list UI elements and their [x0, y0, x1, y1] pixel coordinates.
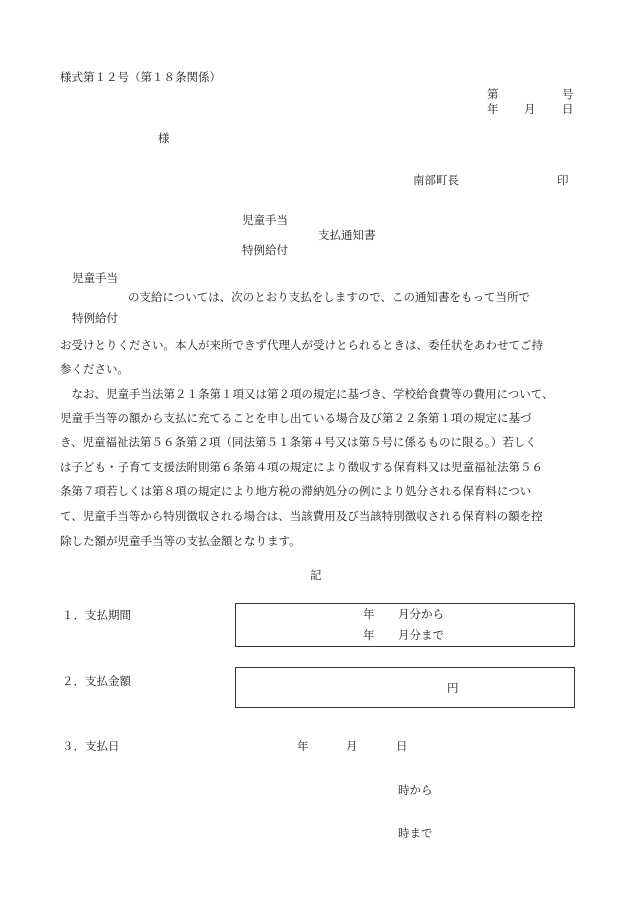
addressee-suffix: 様: [158, 131, 170, 145]
para2-line: き、児童福祉法第５６条第２項（同法第５１条第４号又は第５号に係るものに限る。）若しく: [60, 435, 537, 449]
header-year: 年: [487, 102, 499, 116]
title-option-2: 特例給付: [242, 243, 288, 257]
ki-heading: 記: [310, 568, 322, 582]
title-option-1: 児童手当: [242, 213, 288, 227]
date-month: 月: [346, 739, 358, 753]
para2-line: 除した額が児童手当等の支払金額となります。: [60, 534, 301, 548]
date-day: 日: [396, 739, 408, 753]
issuer: 南部町長: [413, 173, 459, 187]
subject-option-1: 児童手当: [72, 271, 118, 285]
number-dai: 第: [487, 87, 499, 101]
seal: 印: [557, 173, 569, 187]
amount-box: [235, 667, 575, 708]
subject-option-2: 特例給付: [72, 311, 118, 325]
body-line-2: お受けとりください。本人が来所できず代理人が受けとられるときは、委任状をあわせてご持: [60, 338, 543, 352]
number-go: 号: [562, 87, 574, 101]
time-to: 時まで: [398, 826, 433, 840]
body-line-1: の支給については、次のとおり支払をしますので、この通知書をもって当所で: [128, 290, 531, 304]
header-month: 月: [524, 102, 536, 116]
item-period-label: １．支払期間: [62, 608, 131, 622]
time-from: 時から: [398, 783, 433, 797]
amount-unit: 円: [447, 681, 459, 695]
item-amount-label: ２．支払金額: [62, 674, 131, 688]
item-date-label: ３．支払日: [62, 739, 120, 753]
form-id: 様式第１２号（第１８条関係）: [60, 70, 221, 84]
para2-line: なお、児童手当法第２１条第１項又は第２項の規定に基づき、学校給食費等の費用について、: [60, 387, 554, 401]
header-day: 日: [562, 102, 574, 116]
para2-line: 条第７項若しくは第８項の規定により地方税の滞納処分の例により処分される保育料につい: [60, 484, 532, 498]
para2-line: 児童手当等の額から支払に充てることを申し出ている場合及び第２２条第１項の規定に基づ: [60, 411, 532, 425]
period-to-month: 月分まで: [398, 628, 444, 642]
para2-line: は子ども・子育て支援法附則第６条第４項の規定により徴収する保育料又は児童福祉法第５６: [60, 460, 543, 474]
body-line-3: 参ください。: [60, 362, 129, 376]
para2-line: て、児童手当等から特別徴収される場合は、当該費用及び当該特別徴収される保育料の額を控: [60, 509, 543, 523]
period-from-month: 月分から: [398, 607, 444, 621]
period-from-year: 年: [363, 607, 375, 621]
page-title: 支払通知書: [318, 228, 376, 242]
date-year: 年: [297, 739, 309, 753]
period-to-year: 年: [363, 628, 375, 642]
